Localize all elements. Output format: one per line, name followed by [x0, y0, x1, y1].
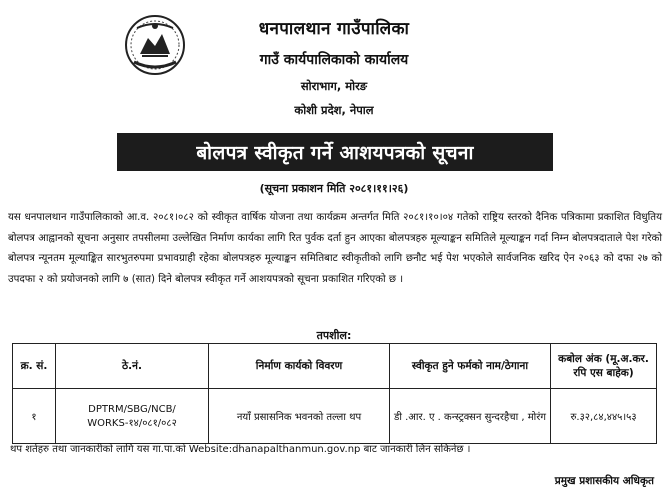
notice-title: बोलपत्र स्वीकृत गर्ने आशयपत्रको सूचना — [196, 142, 474, 164]
table-header-row — [13, 344, 657, 389]
details-heading: तपशील: — [316, 329, 352, 342]
cell-serial: १ — [13, 389, 56, 444]
header-contract-no: ठे.नं. — [56, 344, 209, 389]
notice-body: यस धनपालथान गाउँपालिकाको आ.व. २०८१।०८२ को स्वीकृत वार्षिक योजना तथा कार्यक्रम अन्तर्गत मिति २०८१।१०।०४ गतेको राष्ट्रिय स्तरको दैनिक पत्रिकामा प्रकाशित विधुतिय बोलपत्र आह्वानको सूचना अनुसार तपसीलमा उल्लेखित निर्माण कार्यका लागि रित पुर्वक दर्ता हुन आएका बोलपत्रहरु मूल्याङ्कन समितिले मूल्याङ्कन गर्दा निम्न बोलपत्रदाताले पेश गरेको बोलपत्र न्यूनतम मूल्याङ्कित सारभुतरुपमा प्रभावग्राही रहेका बोलपत्रहरु मूल्याङ्कन समितिबाट स्वीकृतीको लागि छनौट भई पेश भएकोले सार्वजनिक खरिद ऐन २०६३ को दफा २७ को उपदफा २ को प्रयोजनको लागि ७ (सात) दिने बोलपत्र स्वीकृत गर्ने आशयपत्रको सूचना प्रकाशित गरिएको छ । — [8, 212, 662, 285]
municipality-name: धनपालथान गाउँपालिका — [258, 19, 410, 39]
cell-firm: डी .आर. ए . कन्स्ट्रक्सन सुन्दरहैचा , मोरंग — [390, 389, 551, 444]
publication-date: (सूचना प्रकाशन मिति २०८१।११।२६) — [259, 182, 409, 195]
signature-title: प्रमुख प्रशासकीय अधिकृत — [554, 475, 654, 487]
office-province: कोशी प्रदेश, नेपाल — [294, 103, 374, 117]
header-firm: स्वीकृत हुने फर्मको नाम/ठेगाना — [390, 344, 551, 389]
cell-contract-no: DPTRM/SBG/NCB/ WORKS-१४/०८१/०८२ — [56, 389, 209, 444]
office-name: गाउँ कार्यपालिकाको कार्यालय — [259, 52, 409, 68]
table-row — [13, 389, 657, 444]
notice-title-banner — [117, 133, 553, 171]
office-location: सोराभाग, मोरङ — [300, 79, 368, 93]
header-serial: क्र. सं. — [13, 344, 56, 389]
tender-table — [12, 343, 657, 444]
header-bid-amount: कबोल अंक (मू.अ.कर. रपि एस बाहेक) — [551, 344, 657, 389]
contact-info: थप शर्तहरु तथा जानकारीको लागि यस गा.पा.को Website:dhanapalthanmun.gov.np बाट जानकारी लिन सकिनेछ । — [10, 444, 471, 455]
cell-bid-amount: रु.३२,८४,४४५।५३ — [551, 389, 657, 444]
header-work-description: निर्माण कार्यको विवरण — [209, 344, 390, 389]
cell-work-description: नयाँ प्रसासनिक भवनको तल्ला थप — [209, 389, 390, 444]
